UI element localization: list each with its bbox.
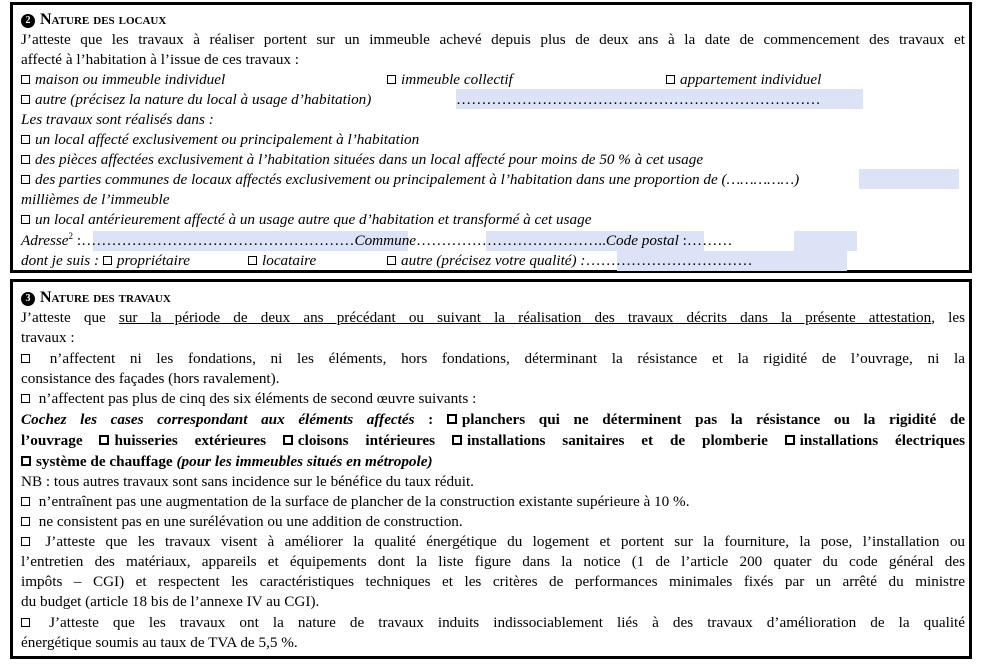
option-r1[interactable]	[21, 130, 419, 150]
attestation-suffix: , les	[931, 309, 965, 326]
condition-1-line-1[interactable]	[21, 349, 965, 369]
realises-dans-text: Les travaux sont réalisés dans :	[21, 111, 214, 128]
code-postal-dots: ………	[686, 232, 733, 249]
condition-4-text: ne consistent pas en une surélévation ou une addition de construction.	[38, 513, 463, 530]
option-maison[interactable]	[21, 70, 225, 90]
autre-qualite-label: autre (précisez votre qualité) :	[401, 252, 586, 269]
nb-note: NB : tous autres travaux sont sans incidence sur le bénéfice du taux réduit.	[21, 473, 474, 490]
option-r3[interactable]	[21, 170, 799, 190]
condition-5-text: J’atteste que les travaux visent à améliorer la qualité énergétique du logement et portent sur la fourniture, la pose, l’installation ou	[45, 533, 965, 550]
section-3-title-text: Nature des travaux	[40, 289, 171, 306]
section-number-badge: 3	[21, 292, 35, 306]
section-nature-des-locaux	[10, 2, 972, 273]
condition-2[interactable]	[21, 389, 476, 409]
attestation-period-underlined: sur la période de deux ans précédant ou suivant la réalisation des travaux décrits dans la présente attestation	[118, 309, 932, 326]
section-nature-des-travaux	[10, 279, 972, 659]
checkbox-condition-5[interactable]	[21, 537, 30, 546]
option-r3-label: des parties communes de locaux affectés exclusivement ou principalement à l’habitation dans une proportion de (	[35, 171, 727, 188]
intro-line-2: affecté à l’habitation à l’issue de ces travaux :	[21, 51, 300, 68]
code-postal-label: Code postal	[605, 232, 679, 249]
condition-4[interactable]	[21, 512, 463, 532]
checkbox-proprietaire[interactable]	[103, 256, 112, 265]
option-collectif-label: immeuble collectif	[401, 71, 513, 88]
checkbox-autre-local[interactable]	[21, 95, 30, 104]
option-appartement-label: appartement individuel	[680, 71, 822, 88]
element-planchers-label: planchers qui ne déterminent pas la résistance ou la rigidité de	[461, 411, 965, 428]
checkbox-sanitaires[interactable]	[452, 435, 462, 445]
option-r1-label: un local affecté exclusivement ou principalement à l’habitation	[35, 131, 420, 148]
adresse-dots: ………………………………………………	[81, 232, 355, 249]
element-cloisons-label: cloisons intérieures	[297, 432, 436, 449]
realises-dans-heading	[21, 110, 214, 130]
condition-5-line-4: du budget (article 18 bis de l’annexe IV au CGI).	[21, 593, 320, 610]
checkbox-maison[interactable]	[21, 75, 30, 84]
checkbox-r1[interactable]	[21, 135, 30, 144]
checkbox-condition-3[interactable]	[21, 497, 30, 506]
checkbox-r2[interactable]	[21, 155, 30, 164]
option-r3-cont-text: millièmes de l’immeuble	[21, 191, 170, 208]
section-2-title-text: Nature des locaux	[40, 11, 167, 28]
elements-line-1	[21, 410, 965, 430]
attestation-prefix: J’atteste que	[21, 309, 119, 326]
element-sanitaires-label: installations sanitaires et de plomberie	[466, 432, 768, 449]
option-autre-label: autre (précisez la nature du local à usage d’habitation)	[35, 91, 372, 108]
condition-2-text: n’affectent pas plus de cinq des six éléments de second œuvre suivants :	[38, 390, 477, 407]
element-huisseries-label: huisseries extérieures	[114, 432, 266, 449]
metropole-note: (pour les immeubles situés en métropole)	[176, 453, 433, 470]
code-postal-field[interactable]	[794, 231, 857, 251]
option-autre[interactable]	[21, 90, 371, 110]
milliemes-dots: ……………	[726, 171, 795, 188]
adresse-line	[21, 231, 732, 251]
footnote-ref: 2	[68, 230, 74, 241]
checkbox-autre-qualite[interactable]	[387, 256, 396, 265]
locataire-label: locataire	[262, 252, 317, 269]
element-chauffage-label: système de chauffage	[36, 453, 173, 470]
checkbox-r4[interactable]	[21, 215, 30, 224]
condition-6-line-2: énergétique soumis au taux de TVA de 5,5 %.	[21, 634, 298, 651]
cochez-colon: :	[414, 411, 434, 428]
dont-je-suis-label: dont je suis :	[21, 252, 100, 269]
option-r4-label: un local antérieurement affecté à un usage autre que d’habitation et transformé à cet usage	[35, 211, 592, 228]
autre-local-dots: ………………………………………………………………	[456, 91, 821, 108]
checkbox-locataire[interactable]	[248, 256, 257, 265]
checkbox-condition-4[interactable]	[21, 517, 30, 526]
adresse-label: Adresse	[21, 232, 69, 249]
condition-3-text: n’entraînent pas une augmentation de la surface de plancher de la construction existante supérieure à 10 %.	[38, 493, 690, 510]
intro-line-1: J’atteste que les travaux à réaliser portent sur un immeuble achevé depuis plus de deux ans à la date de commencement des travaux et	[21, 31, 965, 48]
commune-label: Commune	[354, 232, 417, 249]
checkbox-appartement[interactable]	[666, 75, 675, 84]
element-electriques-label: installations électriques	[799, 432, 965, 449]
option-locataire[interactable]	[248, 251, 316, 271]
section-3-title	[21, 288, 171, 309]
attestation-line-1	[21, 308, 965, 328]
option-r4[interactable]	[21, 210, 592, 230]
checkbox-condition-6[interactable]	[21, 618, 30, 627]
section-2-title	[21, 10, 166, 31]
option-appartement[interactable]	[666, 70, 821, 90]
condition-5-line-2: l’entretien des matériaux, appareils et équipements dont la liste figure dans la notice (1 de l’article 200 quater du code général des	[21, 553, 965, 570]
dont-je-suis-line	[21, 251, 190, 271]
option-r3-continuation	[21, 190, 169, 210]
elements-line-3	[21, 452, 433, 472]
checkbox-chauffage[interactable]	[21, 456, 31, 466]
element-planchers-label-cont: l’ouvrage	[21, 432, 83, 449]
commune-dots: ………………………………..	[416, 232, 606, 249]
option-r2-label: des pièces affectées exclusivement à l’habitation situées dans un local affecté pour moins de 50 % à cet usage	[35, 151, 704, 168]
section-number-badge: 2	[21, 14, 35, 28]
condition-1-line-2: consistance des façades (hors ravalement).	[21, 370, 280, 387]
elements-line-2	[21, 431, 965, 451]
option-r2[interactable]	[21, 150, 703, 170]
condition-5-line-3: impôts – CGI) et respectent les caractéristiques techniques et les critères de performances minimales fixés par un arrêté du ministre	[21, 573, 965, 590]
cochez-instruction: Cochez les cases correspondant aux éléments affectés	[21, 411, 415, 428]
option-autre-qualite[interactable]	[387, 251, 753, 271]
checkbox-cloisons[interactable]	[283, 435, 293, 445]
option-collectif[interactable]	[387, 70, 513, 90]
qualite-dots: ……………………………	[585, 252, 753, 269]
checkbox-planchers[interactable]	[447, 414, 457, 424]
code-postal-colon: :	[678, 232, 687, 249]
checkbox-huisseries[interactable]	[99, 435, 109, 445]
checkbox-r3[interactable]	[21, 175, 30, 184]
condition-6-line-1[interactable]	[21, 613, 965, 633]
checkbox-collectif[interactable]	[387, 75, 396, 84]
checkbox-condition-2[interactable]	[21, 394, 30, 403]
option-r3-close: )	[794, 171, 800, 188]
condition-3[interactable]	[21, 492, 690, 512]
condition-6-text: J’atteste que les travaux ont la nature de travaux induits indissociablement liés à des travaux d’amélioration de la qualité	[49, 614, 965, 631]
condition-5-line-1[interactable]	[21, 532, 965, 552]
option-maison-label: maison ou immeuble individuel	[35, 71, 226, 88]
condition-1-text: n’affectent ni les fondations, ni les éléments, hors fondations, déterminant la résistance et la rigidité de l’ouvrage, ni la	[49, 350, 965, 367]
checkbox-condition-1[interactable]	[21, 354, 30, 363]
attestation-line-2: travaux :	[21, 329, 75, 346]
checkbox-electriques[interactable]	[785, 435, 795, 445]
milliemes-field[interactable]	[859, 169, 959, 189]
proprietaire-label: propriétaire	[116, 252, 190, 269]
adresse-colon: :	[73, 232, 82, 249]
